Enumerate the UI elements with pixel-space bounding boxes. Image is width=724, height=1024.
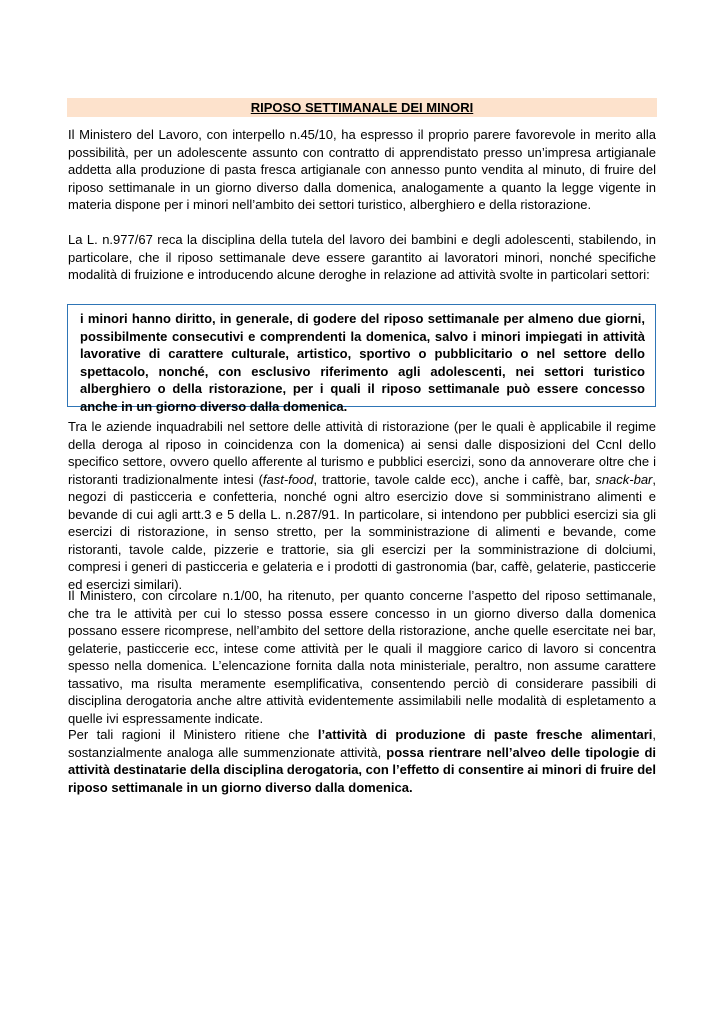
text-run: Per tali ragioni il Ministero ritiene che: [68, 727, 318, 742]
text-run: Tra le aziende inquadrabili nel settore delle attività di ristorazione (per le quali è applicabile il regime della deroga al riposo in coincidenza con la domenica) ai sensi dalle disposizioni del Ccnl dello specifico settore, ovvero quello afferente al turismo e pubblici esercizi, sono da annoverare oltre che i ristoranti tradizionalmente intesi (: [68, 419, 656, 487]
page-title: RIPOSO SETTIMANALE DEI MINORI: [67, 98, 657, 117]
highlighted-quote-box: [67, 304, 656, 414]
italic-term: fast-food: [262, 471, 314, 487]
text-run: , trattorie, tavole calde ecc), anche i caffè, bar,: [313, 471, 596, 487]
quote-text: i minori hanno diritto, in generale, di godere del riposo settimanale per almeno due giorni, possibilmente consecutivi e comprendenti la domenica, salvo i minori impiegati in attività lavorative di carattere culturale, artistico, sportivo o pubblicitario o nel settore dello spettacolo, nonché, con esclusivo riferimento agli adolescenti, nei settori turistico alberghiero o della ristorazione, per i quali il riposo settimanale può essere concesso anche in un giorno diverso dalla domenica.: [80, 311, 645, 414]
bold-phrase: l’attività di produzione di paste fresche alimentari: [317, 727, 653, 742]
paragraph-circolare: Il Ministero, con circolare n.1/00, ha ritenuto, per quanto concerne l’aspetto del riposo settimanale, che tra le attività per cui lo stesso possa essere concesso in un giorno diverso dalla domenica possano essere ricomprese, nell’ambito del settore della ristorazione, anche quelle esercitate nei bar, gelaterie, pasticcerie ecc, intese come attività per le quali il maggiore carico di lavoro si concentra spesso nella domenica. L’elencazione fornita dalla nota ministeriale, peraltro, non assume carattere tassativo, ma risulta meramente esemplificativa, consentendo perciò di considerare passibili di disciplina derogatoria anche altre attività evidentemente assimilabili nelle modalità di espletamento a quelle ivi espressamente indicate.: [68, 588, 656, 726]
paragraph-conclusione: [68, 726, 656, 796]
paragraph-interpello: Il Ministero del Lavoro, con interpello n.45/10, ha espresso il proprio parere favorevole in merito alla possibilità, per un adolescente assunto con contratto di apprendistato presso un’impresa artigianale addetta alla produzione di pasta fresca artigianale con annesso punto vendita al minuto, di fruire del riposo settimanale in un giorno diverso dalla domenica, analogamente a quanto la legge vigente in materia dispone per i minori nell’ambito dei settori turistico, alberghiero e della ristorazione.: [68, 127, 656, 212]
paragraph-aziende: [68, 418, 656, 593]
italic-term: snack-bar: [595, 471, 653, 487]
bold-phrase: possa rientrare nell’alveo delle tipologie di attività destinatarie della disciplina derogatoria, con l’effetto di consentire ai minori di fruire del riposo settimanale in un giorno diverso dalla domenica.: [68, 744, 657, 795]
text-run: , sostanzialmente analoga alle summenzionate attività,: [68, 727, 656, 760]
text-run: , negozi di pasticceria e confetteria, nonché ogni altro esercizio dove si somministrano alimenti e bevande di cui agli artt.3 e 5 della L. n.287/91. In particolare, si intendono per pubblici esercizi sia gli esercizi di ristorazione, in senso stretto, per la somministrazione di alimenti e bevande, come ristoranti, tavole calde, pizzerie e trattorie, sia gli esercizi per la somministrazione di dolciumi, compresi i generi di pasticceria e gelateria e i prodotti di gastronomia (bar, caffè, gelaterie, pasticcerie ed esercizi similari).: [68, 471, 657, 592]
paragraph-legge: La L. n.977/67 reca la disciplina della tutela del lavoro dei bambini e degli adolescenti, stabilendo, in particolare, che il riposo settimanale deve essere garantito ai lavoratori minori, nonché specifiche modalità di fruizione e introducendo alcune deroghe in relazione ad attività svolte in particolari settori:: [68, 232, 656, 282]
